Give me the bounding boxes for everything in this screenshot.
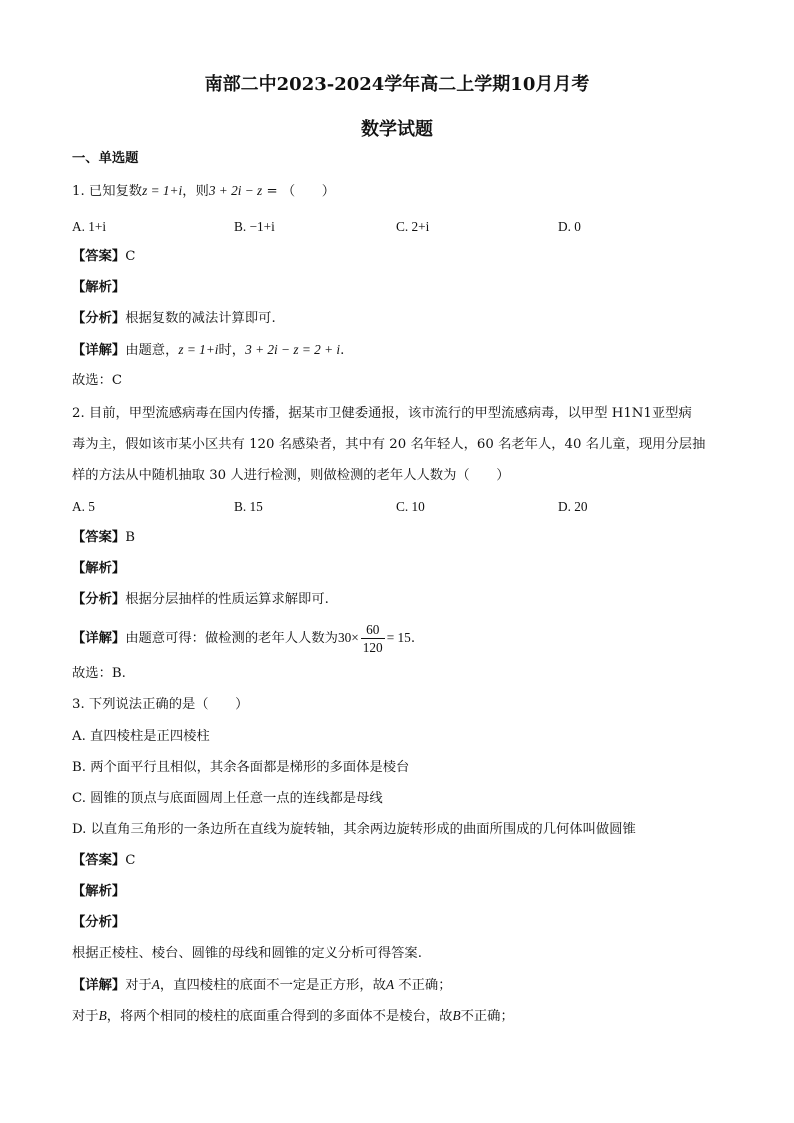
q3-detail-b-text3: 不正确；: [460, 1009, 514, 1024]
q1-option-c: C. 2+i: [396, 219, 430, 234]
q1-stem-then: ，则: [182, 184, 209, 199]
q2-option-b: B. 15: [234, 499, 263, 514]
q2-choice: 故选：B.: [72, 666, 126, 681]
analysis-label: 【解析】: [72, 561, 126, 576]
fenxi-label: 【分析】: [72, 592, 126, 607]
q1-detail-text: 由题意，: [125, 343, 179, 358]
q2-detail-end: .: [410, 631, 416, 646]
q3-fenxi-text: 根据正棱柱、棱台、圆锥的母线和圆锥的定义分析可得答案.: [72, 946, 422, 961]
q2-fenxi-text: 根据分层抽样的性质运算求解即可.: [125, 592, 329, 607]
q3-detail-a-var: A: [151, 977, 160, 992]
q2-fenxi: [72, 591, 329, 609]
answer-label: 【答案】: [72, 530, 126, 545]
q1-choice: 故选：C: [72, 373, 123, 388]
q1-answer-value: C: [125, 249, 136, 264]
q1-stem-blank: = （ ）: [262, 184, 336, 199]
q2-fraction: [361, 622, 385, 655]
q1-fenxi-text: 根据复数的减法计算即可.: [125, 311, 276, 326]
q1-answer: [72, 248, 135, 266]
q1-detail-z: z = 1+i: [178, 342, 219, 357]
answer-label: 【答案】: [72, 249, 126, 264]
q3-answer: [72, 852, 135, 870]
page-subtitle: 数学试题: [361, 119, 433, 140]
q2-answer: [72, 529, 135, 547]
q2-fraction-denominator: 120: [362, 640, 383, 655]
q1-stem-z: z = 1+i: [142, 183, 183, 198]
q1-detail-expr: 3 + 2i − z = 2 + i: [245, 342, 341, 357]
q2-detail-result: = 15: [386, 630, 411, 645]
q1-option-b: B. −1+i: [234, 219, 275, 234]
q2-analysis: [72, 560, 125, 578]
analysis-label: 【解析】: [72, 280, 126, 295]
q3-fenxi-heading: [72, 914, 125, 932]
q3-option-a: A. 直四棱柱是正四棱柱: [72, 729, 210, 744]
q1-detail-end: .: [340, 343, 345, 358]
q1-stem-text: 1. 已知复数: [72, 184, 143, 199]
q3-detail-b-text2: ，将两个相同的棱柱的底面重合得到的多面体不是棱台，故: [106, 1009, 453, 1024]
q3-detail-b-var: B: [98, 1008, 107, 1023]
detail-label: 【详解】: [72, 343, 126, 358]
q2-option-c: C. 10: [396, 499, 425, 514]
q2-stem-line1: 2. 目前，甲型流感病毒在国内传播，据某市卫健委通报，该市流行的甲型流感病毒，以甲型 H1N1亚型病: [72, 406, 692, 421]
q3-option-d: D. 以直角三角形的一条边所在直线为旋转轴，其余两边旋转形成的曲面所围成的几何体叫做圆锥: [72, 822, 636, 837]
q2-detail-text: 由题意可得：做检测的老年人人数为: [125, 631, 338, 646]
q1-fenxi: [72, 310, 276, 328]
q3-detail-a: [72, 976, 452, 995]
q3-detail-a-text3: 不正确；: [394, 978, 452, 993]
q3-stem: 3. 下列说法正确的是（ ）: [72, 697, 249, 712]
q3-detail-b-text1: 对于: [72, 1009, 99, 1024]
page-title: 南部二中2023-2024学年高二上学期10月月考: [204, 74, 590, 95]
q2-stem-line3: 样的方法从中随机抽取 30 人进行检测，则做检测的老年人人数为（ ）: [72, 468, 510, 483]
q1-analysis: [72, 279, 125, 297]
q3-option-c: C. 圆锥的顶点与底面圆周上任意一点的连线都是母线: [72, 791, 383, 806]
q3-detail-a-text1: 对于: [125, 978, 152, 993]
q1-option-a: A. 1+i: [72, 219, 107, 234]
q1-stem-expr: 3 + 2i − z: [208, 183, 263, 198]
q3-option-b: B. 两个面平行且相似，其余各面都是梯形的多面体是棱台: [72, 760, 410, 775]
q2-detail: [72, 620, 415, 657]
q2-option-a: A. 5: [72, 499, 95, 514]
fenxi-label: 【分析】: [72, 915, 126, 930]
q2-answer-value: B: [125, 530, 135, 545]
detail-label: 【详解】: [72, 631, 126, 646]
q3-analysis: [72, 883, 125, 901]
q2-fraction-numerator: 60: [361, 622, 385, 639]
q3-detail-b: [72, 1007, 514, 1026]
q1-option-d: D. 0: [558, 219, 581, 234]
analysis-label: 【解析】: [72, 884, 126, 899]
q1-detail: [72, 341, 344, 360]
q1-detail-when: 时，: [218, 343, 246, 358]
q3-answer-value: C: [125, 853, 136, 868]
fenxi-label: 【分析】: [72, 311, 126, 326]
q2-detail-lead: 30×: [337, 630, 359, 645]
detail-label: 【详解】: [72, 978, 126, 993]
q2-option-d: D. 20: [558, 499, 588, 514]
answer-label: 【答案】: [72, 853, 126, 868]
q1-stem: [72, 182, 335, 201]
section-heading: 一、单选题: [72, 151, 139, 166]
q3-detail-a-var2: A: [385, 977, 395, 992]
q3-detail-a-text2: ，直四棱柱的底面不一定是正方形，故: [159, 978, 386, 993]
q2-stem-line2: 毒为主，假如该市某小区共有 120 名感染者，其中有 20 名年轻人，60 名老年人，40 名儿童，现用分层抽: [72, 437, 706, 452]
q3-detail-b-var2: B: [452, 1008, 461, 1023]
